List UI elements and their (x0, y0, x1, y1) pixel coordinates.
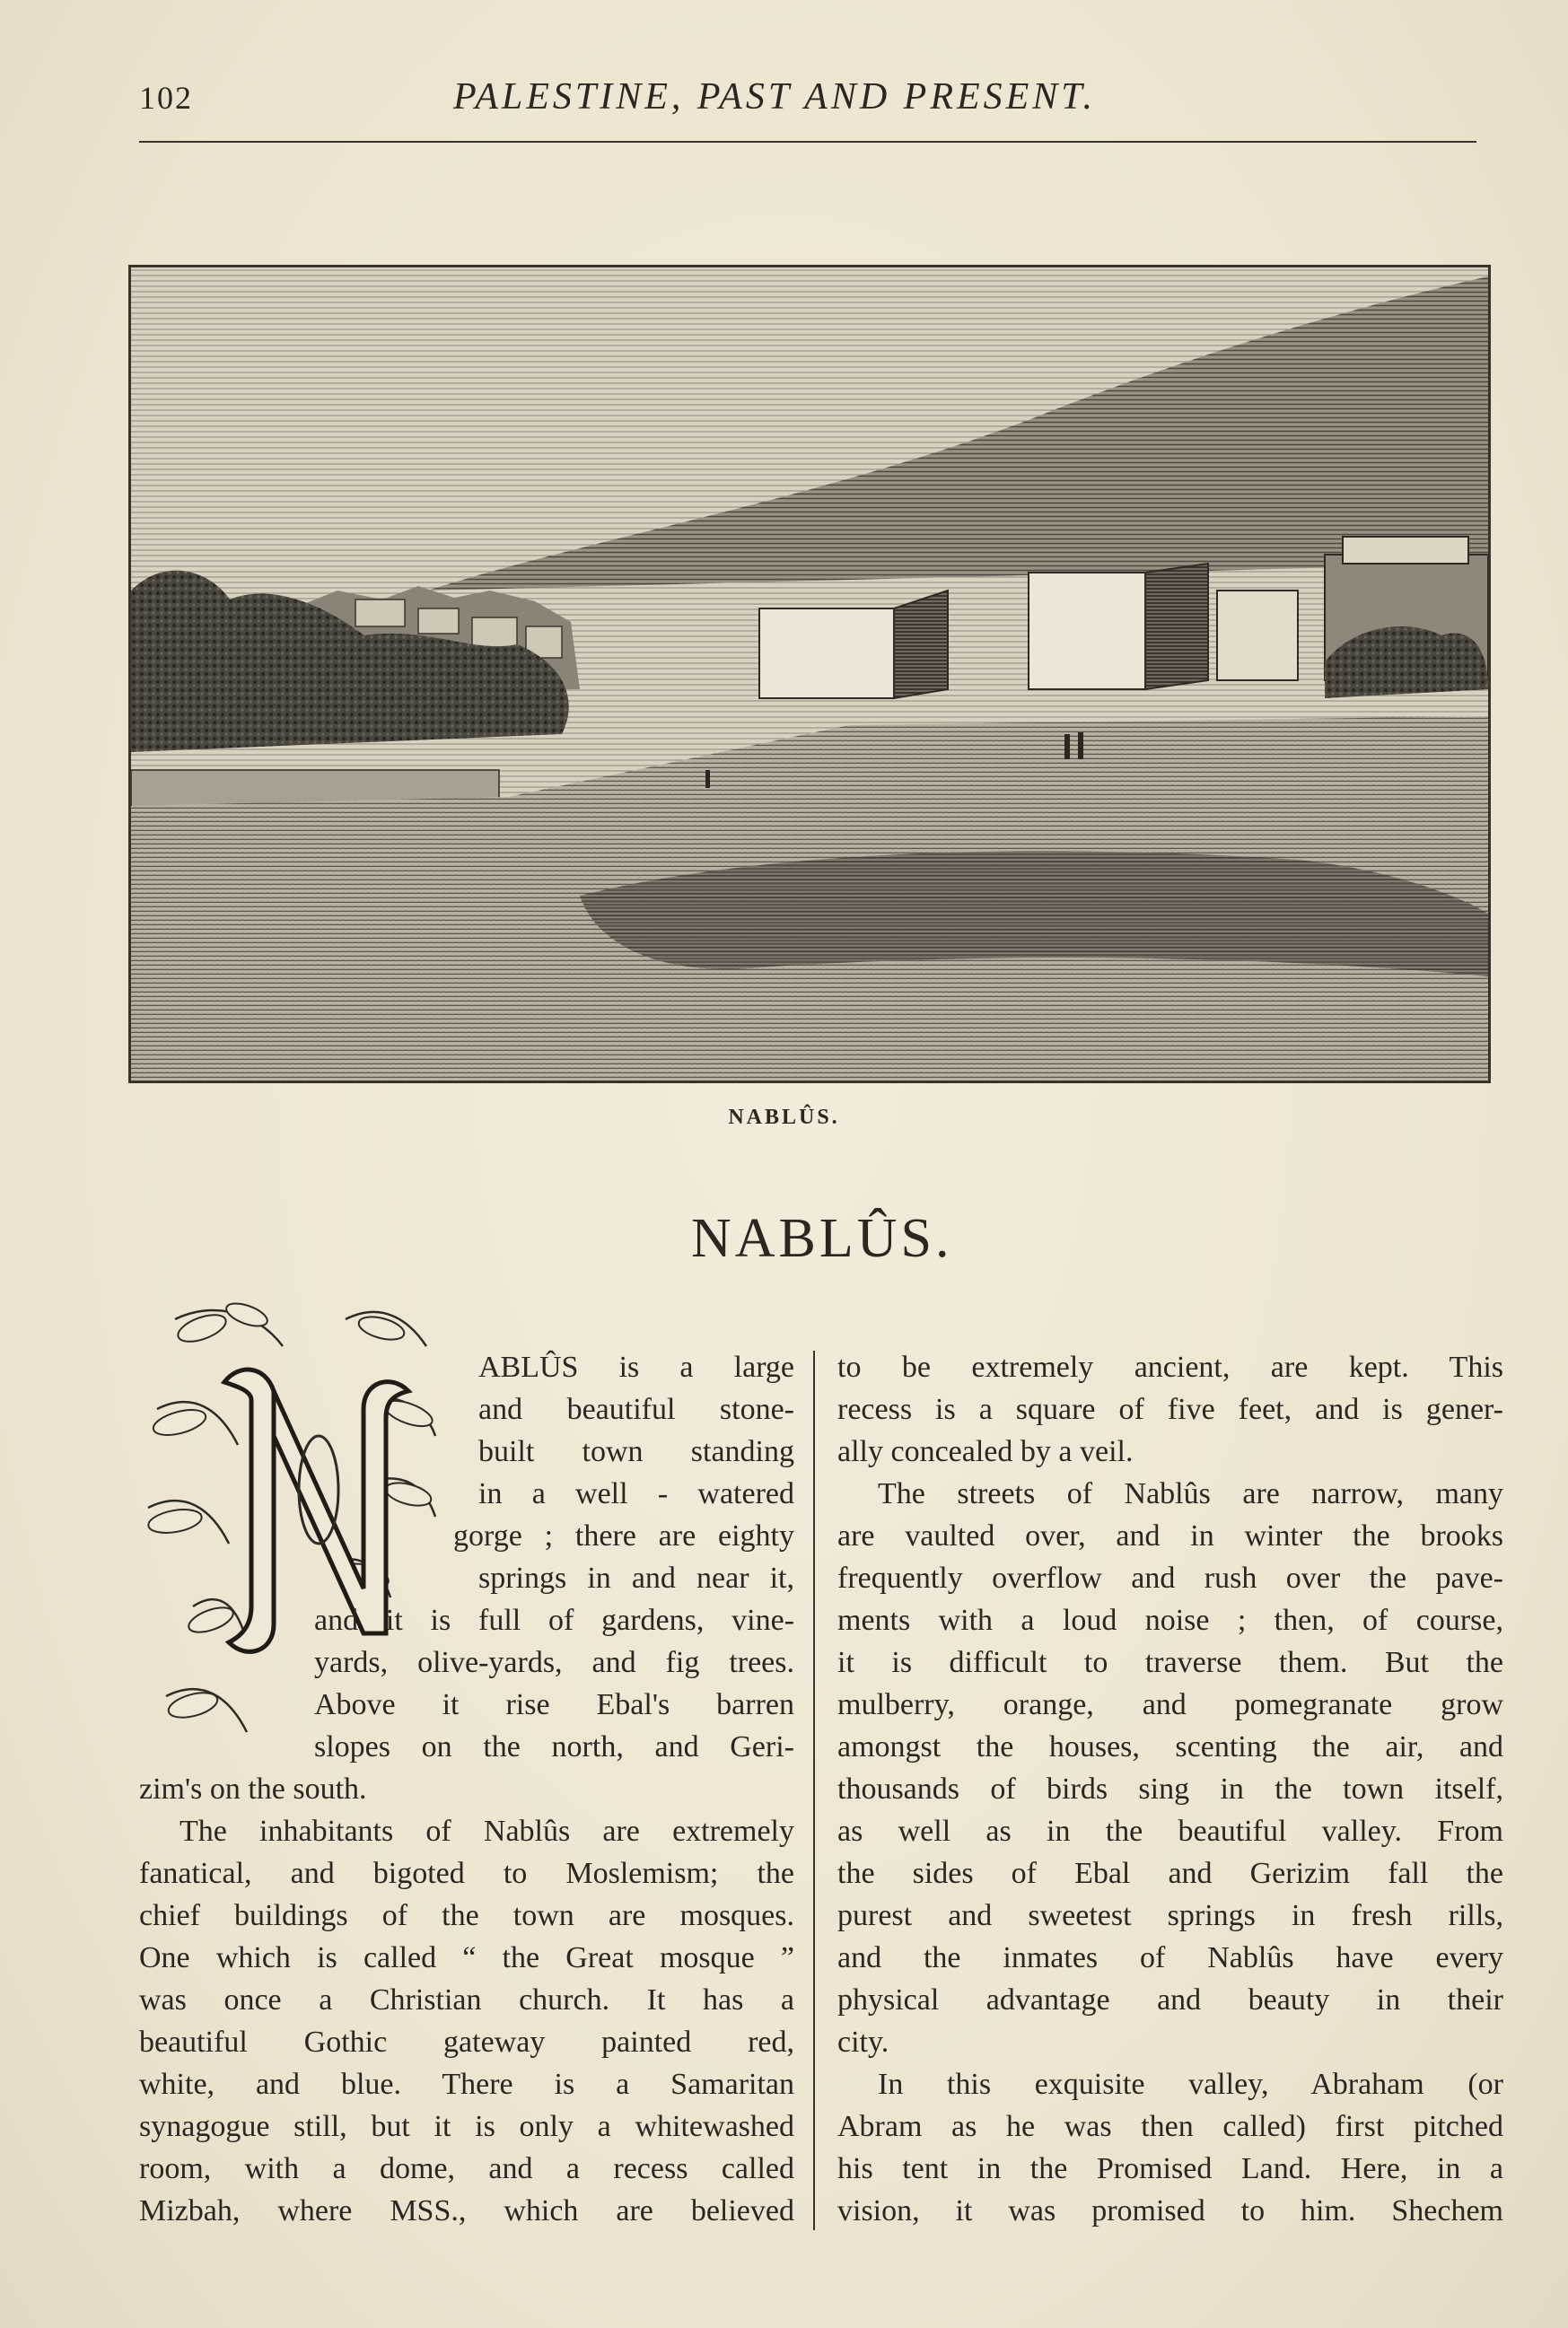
text-line: and the inmates of Nablûs have every (837, 1941, 1503, 1974)
running-head (139, 70, 1476, 124)
text-line: synagogue still, but it is only a whitewashed (139, 2110, 794, 2143)
text-line: chief buildings of the town are mosques. (139, 1899, 794, 1932)
text-line: ments with a loud noise ; then, of course, (837, 1604, 1503, 1637)
illustration-caption: NABLÛS. (728, 1106, 840, 1129)
text-line: mulberry, orange, and pomegranate grow (837, 1688, 1503, 1721)
text-beside-drop-cap-c (139, 1599, 794, 1768)
header-rule (139, 141, 1476, 143)
text-line: slopes on the north, and Geri- (314, 1730, 794, 1764)
text-line: are vaulted over, and in winter the brooks (837, 1519, 1503, 1553)
text-line: gorge ; there are eighty (453, 1519, 794, 1553)
text-line: purest and sweetest springs in fresh rills, (837, 1899, 1503, 1932)
text-line: to be extremely ancient, are kept. This (837, 1351, 1503, 1384)
text-line: frequently overflow and rush over the pave- (837, 1562, 1503, 1595)
text-line: ABLÛS is a large (478, 1351, 794, 1384)
text-line: his tent in the Promised Land. Here, in a (837, 2152, 1503, 2185)
column-divider (813, 1351, 815, 2230)
text-line: recess is a square of five feet, and is gener- (837, 1393, 1503, 1426)
text-line: the sides of Ebal and Gerizim fall the (837, 1857, 1503, 1890)
text-line: The streets of Nablûs are narrow, many (878, 1477, 1503, 1510)
text-line: city. (837, 2026, 889, 2059)
text-line: yards, olive-yards, and fig trees. (314, 1646, 794, 1679)
text-line: thousands of birds sing in the town itself, (837, 1772, 1503, 1806)
book-title: PALESTINE, PAST AND PRESENT. (453, 76, 1097, 118)
right-text-column (837, 1346, 1503, 2232)
text-line: in a well - watered (478, 1477, 794, 1510)
text-line: Abram as he was then called) first pitched (837, 2110, 1503, 2143)
text-line: white, and blue. There is a Samaritan (139, 2068, 794, 2101)
text-beside-drop-cap (139, 1346, 794, 1515)
text-line: was once a Christian church. It has a (139, 1983, 794, 2017)
text-line: ally concealed by a veil. (837, 1435, 1134, 1468)
chapter-title: NABLÛS. (691, 1208, 953, 1269)
text-line: In this exquisite valley, Abraham (or (878, 2068, 1503, 2101)
nablus-engraving (128, 265, 1491, 1083)
text-line: it is difficult to traverse them. But the (837, 1646, 1503, 1679)
text-line: physical advantage and beauty in their (837, 1983, 1503, 2017)
text-line: and beautiful stone- (478, 1393, 794, 1426)
text-line: amongst the houses, scenting the air, and (837, 1730, 1503, 1764)
text-line: as well as in the beautiful valley. From (837, 1815, 1503, 1848)
text-line: The inhabitants of Nablûs are extremely (180, 1815, 794, 1848)
left-text-column (139, 1346, 794, 2232)
text-line: Mizbah, where MSS., which are believed (139, 2194, 794, 2227)
text-line: beautiful Gothic gateway painted red, (139, 2026, 794, 2059)
text-line: fanatical, and bigoted to Moslemism; the (139, 1857, 794, 1890)
text-line: One which is called “ the Great mosque ” (139, 1941, 794, 1974)
text-line: vision, it was promised to him. Shechem (837, 2194, 1503, 2227)
text-line: zim's on the south. (139, 1772, 367, 1806)
text-line: Above it rise Ebal's barren (314, 1688, 794, 1721)
text-line: room, with a dome, and a recess called (139, 2152, 794, 2185)
text-line: built town standing (478, 1435, 794, 1468)
engraving-picture (131, 267, 1488, 1081)
text-line: and it is full of gardens, vine- (314, 1604, 794, 1637)
text-beside-drop-cap-b (139, 1515, 794, 1599)
page-number: 102 (139, 80, 193, 116)
text-line: springs in and near it, (478, 1562, 794, 1595)
